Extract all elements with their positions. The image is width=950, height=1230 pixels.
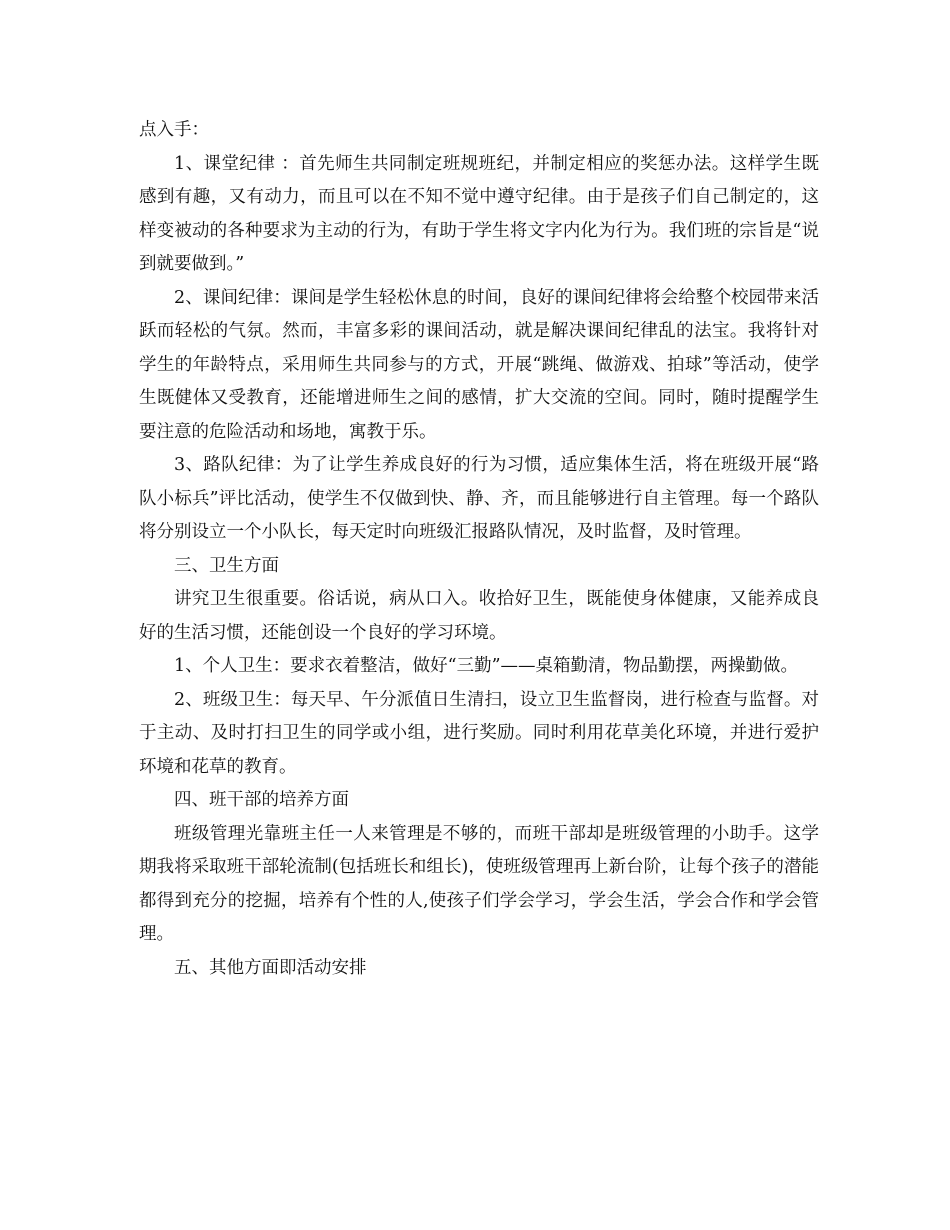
paragraph-break-discipline: 2、课间纪律：课间是学生轻松休息的时间，良好的课间纪律将会给整个校园带来活跃而轻松的气氛。然而，丰富多彩的课间活动，就是解决课间纪律乱的法宝。我将针对学生的年龄特点，采用师生共同参与的方式，开展“跳绳、做游戏、拍球”等活动，使学生既健体又受教育，还能增进师生之间的感情，扩大交流的空间。同时，随时提醒学生要注意的危险活动和场地，寓教于乐。 xyxy=(139,287,819,442)
section-heading-class-cadres: 四、班干部的培养方面 xyxy=(174,790,349,810)
paragraph-class-cadres: 班级管理光靠班主任一人来管理是不够的，而班干部却是班级管理的小助手。这学期我将采取班干部轮流制(包括班长和组长)，使班级管理再上新台阶，让每个孩子的潜能都得到充分的挖掘，培养有个性的人,使孩子们学会学习，学会生活，学会合作和学会管理。 xyxy=(139,823,819,944)
paragraph-class-hygiene: 2、班级卫生：每天早、午分派值日生清扫，设立卫生监督岗，进行检查与监督。对于主动、及时打扫卫生的同学或小组，进行奖励。同时利用花草美化环境，并进行爱护环境和花草的教育。 xyxy=(139,689,819,777)
paragraph-hygiene-intro: 讲究卫生很重要。俗话说，病从口入。收拾好卫生，既能使身体健康，又能养成良好的生活习惯，还能创设一个良好的学习环境。 xyxy=(139,589,819,643)
paragraph-personal-hygiene: 1、个人卫生：要求衣着整洁，做好“三勤”——桌箱勤清，物品勤摆，两操勤做。 xyxy=(174,656,799,676)
paragraph-continuation: 点入手： xyxy=(139,120,209,140)
paragraph-queue-discipline: 3、路队纪律：为了让学生养成良好的行为习惯，适应集体生活，将在班级开展“路队小标兵”评比活动，使学生不仅做到快、静、齐，而且能够进行自主管理。每一个路队将分别设立一个小队长，每天定时向班级汇报路队情况，及时监督，及时管理。 xyxy=(139,455,819,542)
paragraph-classroom-discipline: 1、课堂纪律 ：首先师生共同制定班规班纪，并制定相应的奖惩办法。这样学生既感到有趣，又有动力，而且可以在不知不觉中遵守纪律。由于是孩子们自己制定的，这样变被动的各种要求为主动的行为，有助于学生将文字内化为行为。我们班的宗旨是“说到就要做到。” xyxy=(139,153,819,274)
section-heading-other-activities: 五、其他方面即活动安排 xyxy=(174,957,367,978)
document-page xyxy=(139,114,819,985)
section-heading-hygiene: 三、卫生方面 xyxy=(174,555,279,576)
